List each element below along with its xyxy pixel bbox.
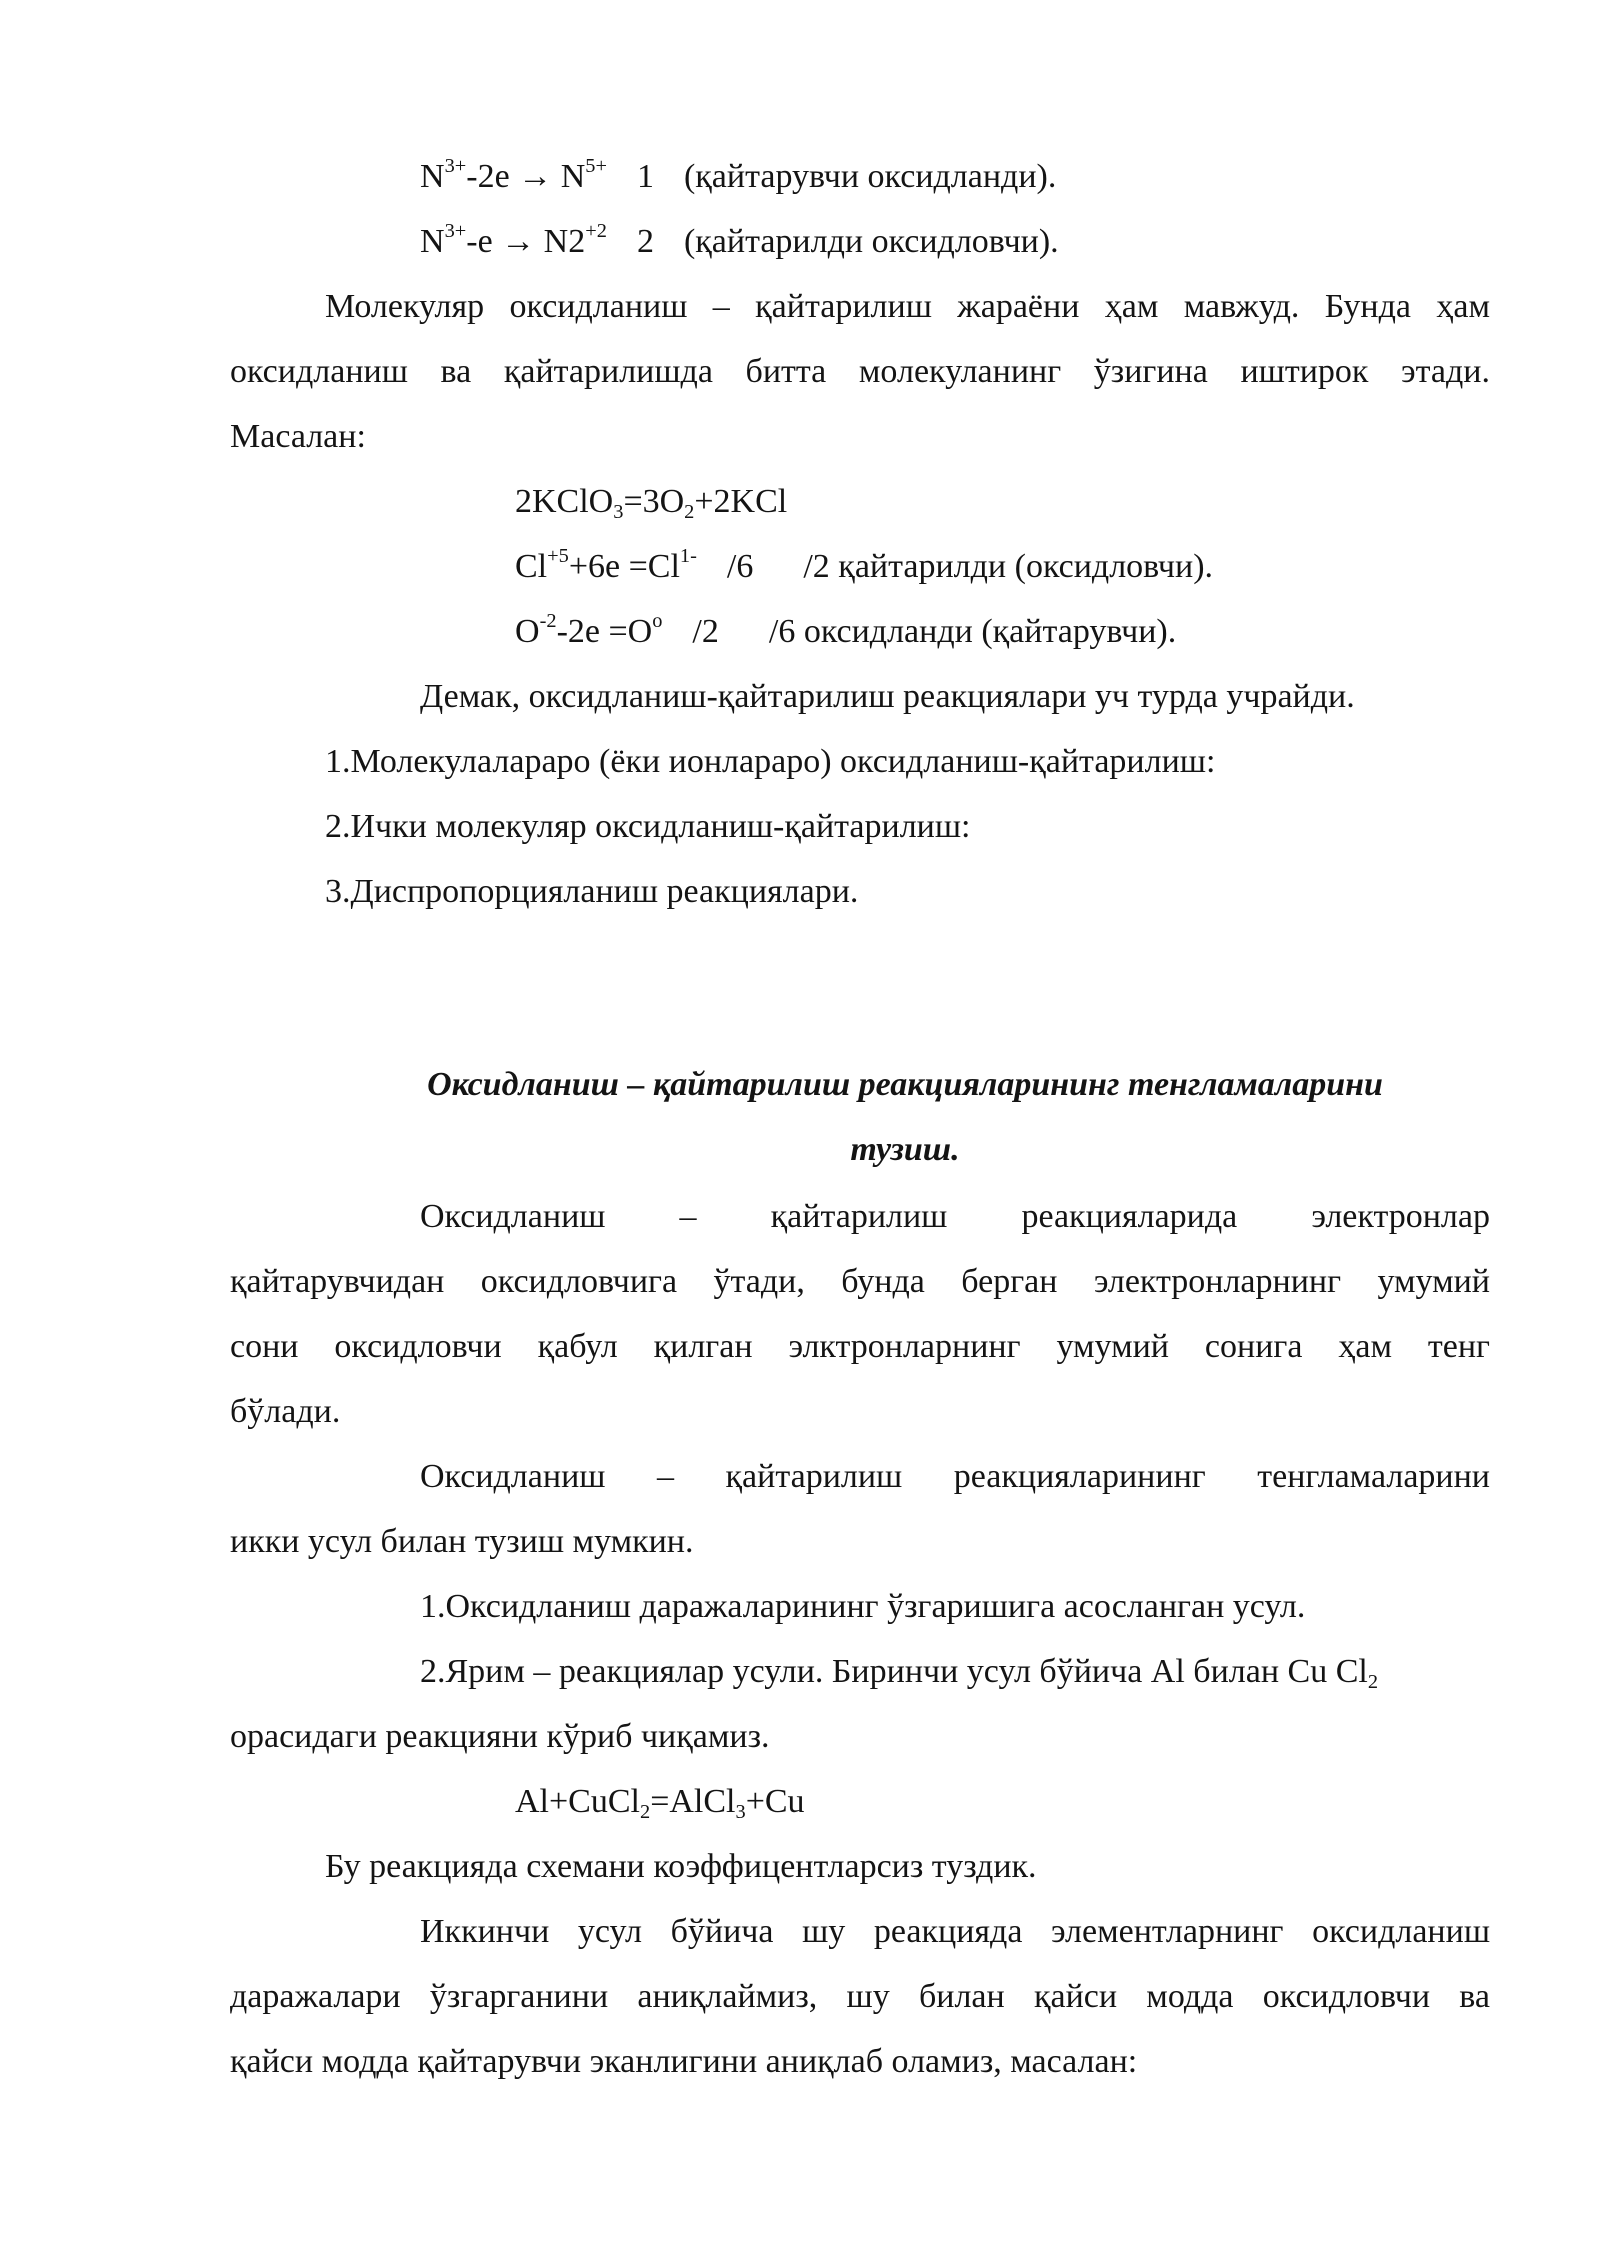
paragraph-2-line-1: Оксидланиш – қайтарилиш реакцияларида электронлар [420, 1198, 1490, 1235]
list-item: 3.Диспропорцияланиш реакциялари. [325, 873, 859, 910]
paragraph-2-line-4: бўлади. [230, 1393, 341, 1430]
equation-al-cucl2: Al+CuCl$_2$=AlCl$_3$+Cu [515, 1783, 805, 1824]
paragraph-1-line-2: оксидланиш ва қайтарилишда битта молекуланинг ўзигина иштирок этади. [230, 353, 1490, 390]
summary-sentence: Демак, оксидланиш-қайтарилиш реакциялари уч турда учрайди. [420, 678, 1355, 715]
paragraph-1-line-1: Молекуляр оксидланиш – қайтарилиш жараёни ҳам мавжуд. Бунда ҳам [325, 288, 1490, 325]
equation-cl-reduction: $Cl^{+5}+6e =Cl^{1-}$ /6 /2 қайтарилди (оксидловчи). [515, 544, 1214, 585]
method-2: 2.Ярим – реакциялар усули. Биринчи усул бўйича Al билан Cu $Cl_2$ [420, 1653, 1379, 1694]
section-title-line-1: Оксидланиш – қайтарилиш реакцияларининг тенгламаларини [427, 1066, 1383, 1103]
method-2-continued: орасидаги реакцияни кўриб чиқамиз. [230, 1718, 770, 1755]
paragraph-4-line-1: Иккинчи усул бўйича шу реакцияда элементларнинг оксидланиш [420, 1913, 1490, 1950]
equation-kclo3: $2KClO_3=3O_2+2KCl$ [515, 483, 788, 524]
section-title-line-2: тузиш. [850, 1131, 960, 1168]
equation-o-oxidation: $O^{-2}-2e =O^o$ /2 /6 оксидланди (қайтарувчи). [515, 609, 1177, 650]
paragraph-3-line-2: икки усул билан тузиш мумкин. [230, 1523, 694, 1560]
paragraph-4-line-3: қайси модда қайтарувчи эканлигини аниқлаб оламиз, масалан: [230, 2043, 1138, 2080]
paragraph-2-line-2: қайтарувчидан оксидловчига ўтади, бунда берган электронларнинг умумий [230, 1263, 1490, 1300]
paragraph-2-line-3: сони оксидловчи қабул қилган элктронларнинг умумий сонига ҳам тенг [230, 1328, 1490, 1365]
paragraph-3-line-1: Оксидланиш – қайтарилиш реакцияларининг тенгламаларини [420, 1458, 1490, 1495]
list-item: 1.Молекулалараро (ёки ионлараро) оксидланиш-қайтарилиш: [325, 743, 1216, 780]
method-1: 1.Оксидланиш даражаларининг ўзгаришига асосланган усул. [420, 1588, 1306, 1625]
equation-n-oxidation: $N^{3+}-2e \to N^{5+}$ 1 (қайтарувчи оксидланди). [420, 154, 1057, 195]
scheme-sentence: Бу реакцияда схемани коэффицентларсиз туздик. [325, 1848, 1037, 1885]
paragraph-1-line-3: Масалан: [230, 418, 366, 455]
list-item: 2.Ички молекуляр оксидланиш-қайтарилиш: [325, 808, 971, 845]
equation-n-reduction: $N^{3+}-e \to N2^{+2}$ 2 (қайтарилди оксидловчи). [420, 219, 1059, 260]
paragraph-4-line-2: даражалари ўзгарганини аниқлаймиз, шу билан қайси модда оксидловчи ва [230, 1978, 1490, 2015]
